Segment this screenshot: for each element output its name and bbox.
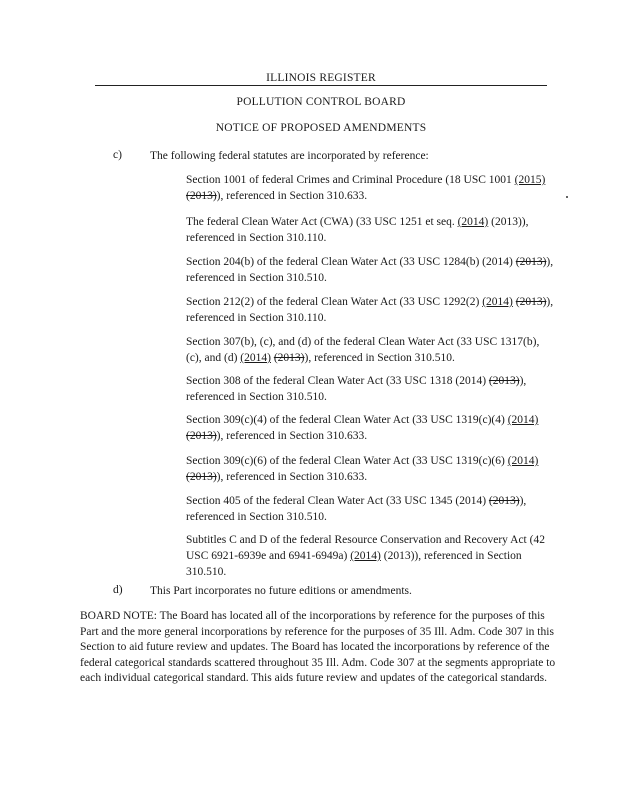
deleted-text: (2013)	[186, 190, 217, 202]
section-c-intro: The following federal statutes are incorporated by reference:	[150, 150, 429, 162]
reference-text-end: ), referenced in Section 310.633.	[216, 471, 368, 483]
added-text: (2014)	[457, 216, 489, 228]
reference-item	[186, 493, 556, 525]
reference-item	[186, 214, 556, 246]
reference-item	[186, 254, 556, 286]
reference-item	[186, 294, 556, 326]
section-c-label: c)	[113, 149, 122, 161]
deleted-text: (2013)	[488, 495, 520, 507]
deleted-text: (2013)	[186, 471, 217, 483]
reference-text-end: ), referenced in Section 310.510.	[304, 352, 455, 364]
reference-text: Section 309(c)(6) of the federal Clean Water Act (33 USC 1319(c)(6)	[186, 455, 508, 467]
reference-text: Section 307(b), (c), and (d) of the federal Clean Water Act (33 USC 1317(b), (c), and (d)	[186, 336, 540, 364]
reference-item	[186, 412, 556, 444]
reference-text-end: ), referenced in Section 310.633.	[216, 430, 368, 442]
reference-item	[186, 532, 556, 580]
reference-text-end: (2013)), referenced in Section 310.510.	[186, 550, 522, 578]
reference-text-end: ), referenced in Section 310.510.	[186, 495, 527, 523]
deleted-text: (2013)	[515, 296, 547, 308]
section-d-label: d)	[113, 584, 123, 596]
reference-text: Section 212(2) of the federal Clean Water Act (33 USC 1292(2)	[186, 296, 483, 308]
added-text: (2014)	[350, 550, 381, 562]
added-text: (2015)	[514, 174, 546, 186]
reference-text-end: ), referenced in Section 310.510.	[186, 256, 554, 284]
reference-item	[186, 334, 556, 366]
reference-text: Section 1001 of federal Crimes and Criminal Procedure (18 USC 1001	[186, 174, 515, 186]
reference-text: Section 405 of the federal Clean Water Act (33 USC 1345 (2014)	[186, 495, 489, 507]
reference-text-end: ), referenced in Section 310.633.	[216, 190, 368, 202]
reference-item	[186, 172, 556, 204]
reference-item	[186, 373, 556, 405]
board-note: BOARD NOTE: The Board has located all of the incorporations by reference for the purposes of this Part and the more general incorporations by reference for the purposes of 35 Ill. Adm. Code 307 in this Section to aid future review and updates. The Board has located the incorporations by reference of the federal categorical standards scattered throughout 35 Ill. Adm. Code 307 at the segments appropriate to each individual categorical standard. This aids future review and updates of the categorical standards.	[80, 610, 556, 684]
reference-text: The federal Clean Water Act (CWA) (33 USC 1251 et seq.	[186, 216, 458, 228]
deleted-text: (2013)	[186, 430, 217, 442]
reference-text-end: ), referenced in Section 310.510.	[186, 375, 527, 403]
added-text: (2014)	[482, 296, 513, 308]
reference-text: Section 308 of the federal Clean Water Act (33 USC 1318 (2014)	[186, 375, 489, 387]
stray-mark	[566, 196, 568, 198]
section-d-text: This Part incorporates no future editions or amendments.	[150, 585, 412, 597]
reference-text-end: (2013)), referenced in Section 310.110.	[186, 216, 529, 244]
reference-text: Section 204(b) of the federal Clean Water Act (33 USC 1284(b) (2014)	[186, 256, 516, 268]
register-title: ILLINOIS REGISTER	[95, 72, 547, 86]
reference-text-end: ), referenced in Section 310.110.	[186, 296, 554, 324]
reference-text: Subtitles C and D of the federal Resource Conservation and Recovery Act (42 USC 6921-6939e and 6941-6949a)	[186, 534, 545, 562]
reference-item	[186, 453, 556, 485]
deleted-text: (2013)	[488, 375, 520, 387]
added-text: (2014)	[240, 352, 271, 364]
added-text: (2014)	[507, 414, 539, 426]
deleted-text: (2013)	[515, 256, 547, 268]
notice-title: NOTICE OF PROPOSED AMENDMENTS	[215, 122, 427, 134]
board-title: POLLUTION CONTROL BOARD	[236, 96, 406, 108]
deleted-text: (2013)	[273, 352, 305, 364]
added-text: (2014)	[507, 455, 539, 467]
reference-text: Section 309(c)(4) of the federal Clean Water Act (33 USC 1319(c)(4)	[186, 414, 508, 426]
